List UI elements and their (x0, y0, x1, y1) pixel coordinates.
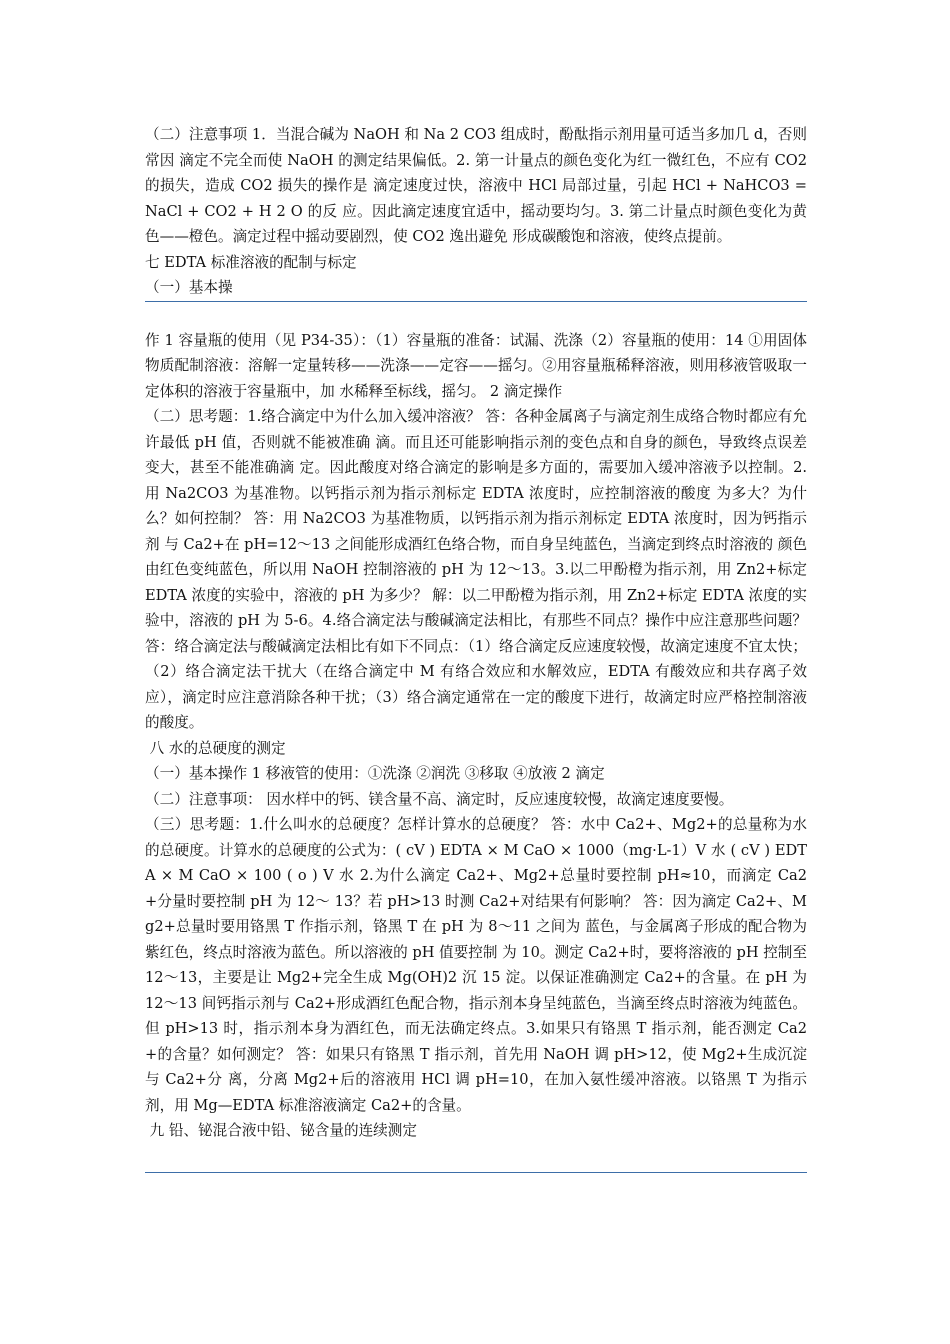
section-heading-8: 八 水的总硬度的测定 (145, 739, 286, 757)
notes-8: （二）注意事项： 因水样中的钙、镁含量不高、滴定时，反应速度较慢，故滴定速度要慢。 (145, 790, 734, 808)
notes-paragraph-6: （二）注意事项 1．当混合碱为 NaOH 和 Na 2 CO3 组成时，酚酞指示剂用量可适当多加几 d，否则常因 滴定不完全而使 NaOH 的测定结果偏低。2. 第一计量点的颜色变化为红一微红色，不应有 CO2 的损失，造成 CO2 损失的操作是 滴定速度过快，溶液中 HCl 局部过量，引起 HCl + NaHCO3 = NaCl + CO2 + H 2 O 的反 应。因此滴定速度宜适中，摇动要均匀。3. 第二计量点时颜色变化为黄色——橙色。滴定过程中摇动要剧烈，使 CO2 逸出避免 形成碳酸饱和溶液，使终点提前。 (145, 126, 807, 245)
basic-ops-8: （一）基本操作 1 移液管的使用：①洗涤 ②润洗 ③移取 ④放液 2 滴定 (145, 765, 605, 782)
section-heading-7: 七 EDTA 标准溶液的配制与标定 (145, 253, 357, 271)
document-page (145, 122, 807, 1173)
operations-paragraph-7: 作 1 容量瓶的使用（见 P34-35）：（1）容量瓶的准备：试漏、洗涤（2）容量瓶的使用：14 ①用固体物质配制溶液：溶解一定量转移——洗涤——定容——摇匀。②用容量瓶稀释溶液，则用移液管吸取一定体积的溶液于容量瓶中，加 水稀释至标线，摇匀。 2 滴定操作 (145, 331, 807, 400)
section-heading-9: 九 铅、铋混合液中铅、铋含量的连续测定 (145, 1122, 417, 1139)
page-divider-2 (145, 1172, 807, 1173)
questions-paragraph-8: （三）思考题：1.什么叫水的总硬度？怎样计算水的总硬度？ 答：水中 Ca2+、Mg2+的总量称为水的总硬度。计算水的总硬度的公式为：( cV ) EDTA × M CaO × 1000（mg·L-1）V 水 ( cV ) EDTA × M CaO × 100 ( o ) V 水 2.为什么滴定 Ca2+、Mg2+总量时要控制 pH≈10，而滴定 Ca2+分量时要控制 pH 为 12～ 13？若 pH>13 时测 Ca2+对结果有何影响？ 答：因为滴定 Ca2+、Mg2+总量时要用铬黑 T 作指示剂，铬黑 T 在 pH 为 8～11 之间为 蓝色，与金属离子形成的配合物为紫红色，终点时溶液为蓝色。所以溶液的 pH 值要控制 为 10。测定 Ca2+时，要将溶液的 pH 控制至 12～13，主要是让 Mg2+完全生成 Mg(OH)2 沉 15 淀。以保证准确测定 Ca2+的含量。在 pH 为 12～13 间钙指示剂与 Ca2+形成酒红色配合物，指示剂本身呈纯蓝色，当滴至终点时溶液为纯蓝色。但 pH>13 时，指示剂本身为酒红色，而无法确定终点。3.如果只有铬黑 T 指示剂，能否测定 Ca2+的含量？如何测定？ 答：如果只有铬黑 T 指示剂，首先用 NaOH 调 pH>12，使 Mg2+生成沉淀与 Ca2+分 离，分离 Mg2+后的溶液用 HCl 调 pH=10，在加入氨性缓冲溶液。以铬黑 T 为指示剂，用 Mg—EDTA 标准溶液滴定 Ca2+的含量。 (145, 816, 807, 1114)
subheading-basic-ops: （一）基本操 (145, 279, 233, 296)
questions-paragraph-7: （二）思考题：1.络合滴定中为什么加入缓冲溶液？ 答：各种金属离子与滴定剂生成络合物时都应有允许最低 pH 值，否则就不能被准确 滴。而且还可能影响指示剂的变色点和自身的颜色，导致终点误差变大，甚至不能准确滴 定。因此酸度对络合滴定的影响是多方面的，需要加入缓冲溶液予以控制。2. 用 Na2CO3 为基准物。以钙指示剂为指示剂标定 EDTA 浓度时，应控制溶液的酸度 为多大？为什么？如何控制？ 答：用 Na2CO3 为基准物质，以钙指示剂为指示剂标定 EDTA 浓度时，因为钙指示剂 与 Ca2+在 pH=12～13 之间能形成酒红色络合物，而自身呈纯蓝色，当滴定到终点时溶液的 颜色由红色变纯蓝色，所以用 NaOH 控制溶液的 pH 为 12～13。3.以二甲酚橙为指示剂，用 Zn2+标定 EDTA 浓度的实验中，溶液的 pH 为多少？ 解：以二甲酚橙为指示剂，用 Zn2+标定 EDTA 浓度的实验中，溶液的 pH 为 5-6。4.络合滴定法与酸碱滴定法相比，有那些不同点？操作中应注意那些问题？ 答：络合滴定法与酸碱滴定法相比有如下不同点：（1）络合滴定反应速度较慢，故滴定速度不宜太快；（2）络合滴定法干扰大（在络合滴定中 M 有络合效应和水解效应，EDTA 有酸效应和共存离子效应），滴定时应注意消除各种干扰；（3）络合滴定通常在一定的酸度下进行，故滴定时应严格控制溶液的酸度。 (145, 408, 807, 731)
page-gap-2 (145, 1144, 807, 1172)
page-gap-1 (145, 302, 807, 328)
